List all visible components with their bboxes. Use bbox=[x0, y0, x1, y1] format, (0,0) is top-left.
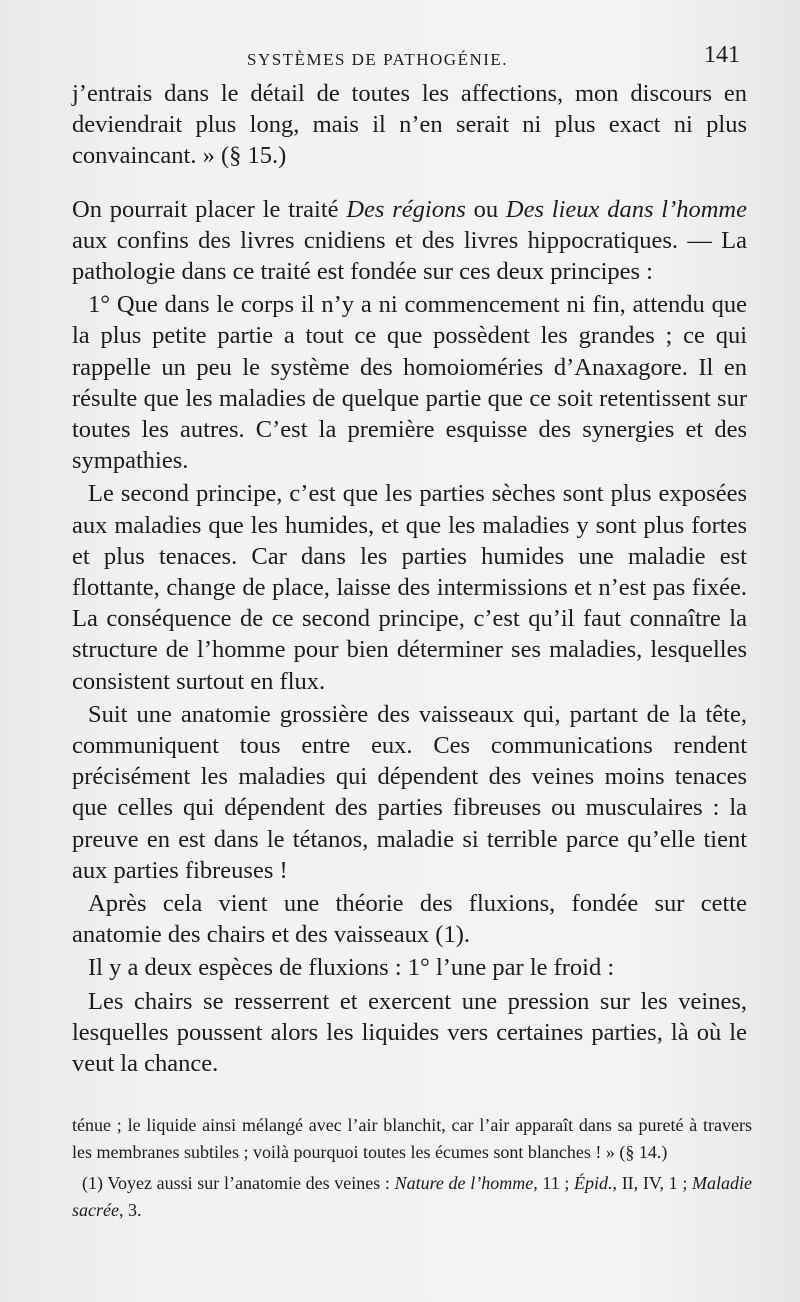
treatise-title-regions: Des régions bbox=[346, 195, 466, 223]
paragraph-first-principle: 1° Que dans le corps il n’y a ni commencement ni fin, attendu que la plus petite partie a tout ce que possèdent les grandes ; ce qui rappelle un peu le système des homoioméries d’Anaxagore. Il en résulte que les maladies de quelque partie que ce soit retentissent sur toutes les autres. C’est la première esquisse des synergies et des sympathies. bbox=[72, 291, 747, 475]
paragraph-continuation: j’entrais dans le détail de toutes les affections, mon discours en deviendrait plus long, mais il n’en serait ni plus exact ni plus convaincant. » (§ 15.) bbox=[72, 80, 747, 170]
page-header bbox=[72, 42, 740, 78]
footnote-title-maladie: Maladie sacrée bbox=[72, 1173, 753, 1220]
paragraph-anatomy: Suit une anatomie grossière des vaisseaux qui, partant de la tête, communiquent tous entre eux. Ces communications rendent précisément les maladies qui dépendent des veines moins tenaces que celles qui dépendent des parties fibreuses ou musculaires : la preuve en est dans le tétanos, maladie si terrible parce qu’elle tient aux parties fibreuses ! bbox=[72, 700, 747, 884]
footnotes bbox=[72, 1112, 752, 1224]
footnote-1 bbox=[72, 1170, 752, 1224]
text-run: On pourrait placer le traité bbox=[72, 195, 347, 223]
page-number: 141 bbox=[704, 42, 740, 68]
text-run: , II, IV, 1 ; bbox=[612, 1173, 693, 1193]
text-run: ou bbox=[465, 195, 506, 223]
main-text bbox=[72, 78, 747, 1079]
text-run: , 3. bbox=[118, 1200, 142, 1220]
paragraph-second-principle: Le second principe, c’est que les parties sèches sont plus exposées aux maladies que les humides, et que les maladies y sont plus fortes et plus tenaces. Car dans les parties humides une maladie est flottante, change de place, laisse des intermissions et n’est pas fixée. La conséquence de ce second principe, c’est qu’il faut connaître la structure de l’homme pour bien déterminer ses maladies, lesquelles consistent surtout en flux. bbox=[72, 480, 747, 695]
running-title: SYSTÈMES DE PATHOGÉNIE. bbox=[247, 50, 509, 69]
footnote-title-epid: Épid. bbox=[574, 1173, 613, 1193]
text-run: aux confins des livres cnidiens et des livres hippocratiques. — La pathologie dans ce traité est fondée sur ces deux principes : bbox=[72, 226, 747, 286]
text-run: , 11 ; bbox=[533, 1173, 575, 1193]
text-run: (1) Voyez aussi sur l’anatomie des veines : bbox=[82, 1173, 395, 1193]
paragraph-fluxions-theory: Après cela vient une théorie des fluxions, fondée sur cette anatomie des chairs et des vaisseaux (1). bbox=[72, 890, 747, 949]
treatise-title-lieux: Des lieux dans l’homme bbox=[505, 195, 747, 223]
paragraph-regions bbox=[72, 194, 747, 288]
paragraph-two-fluxions: Il y a deux espèces de fluxions : 1° l’une par le froid : bbox=[88, 954, 615, 982]
paragraph-chairs: Les chairs se resserrent et exercent une pression sur les veines, lesquelles poussent alors les liquides vers certaines parties, là où le veut la chance. bbox=[72, 987, 747, 1078]
footnote-continuation: ténue ; le liquide ainsi mélangé avec l’air blanchit, car l’air apparaît dans sa pureté à travers les membranes subtiles ; voilà pourquoi toutes les écumes sont blanches ! » (§ 14.) bbox=[72, 1115, 752, 1162]
footnote-title-nature: Nature de l’homme bbox=[394, 1173, 534, 1193]
